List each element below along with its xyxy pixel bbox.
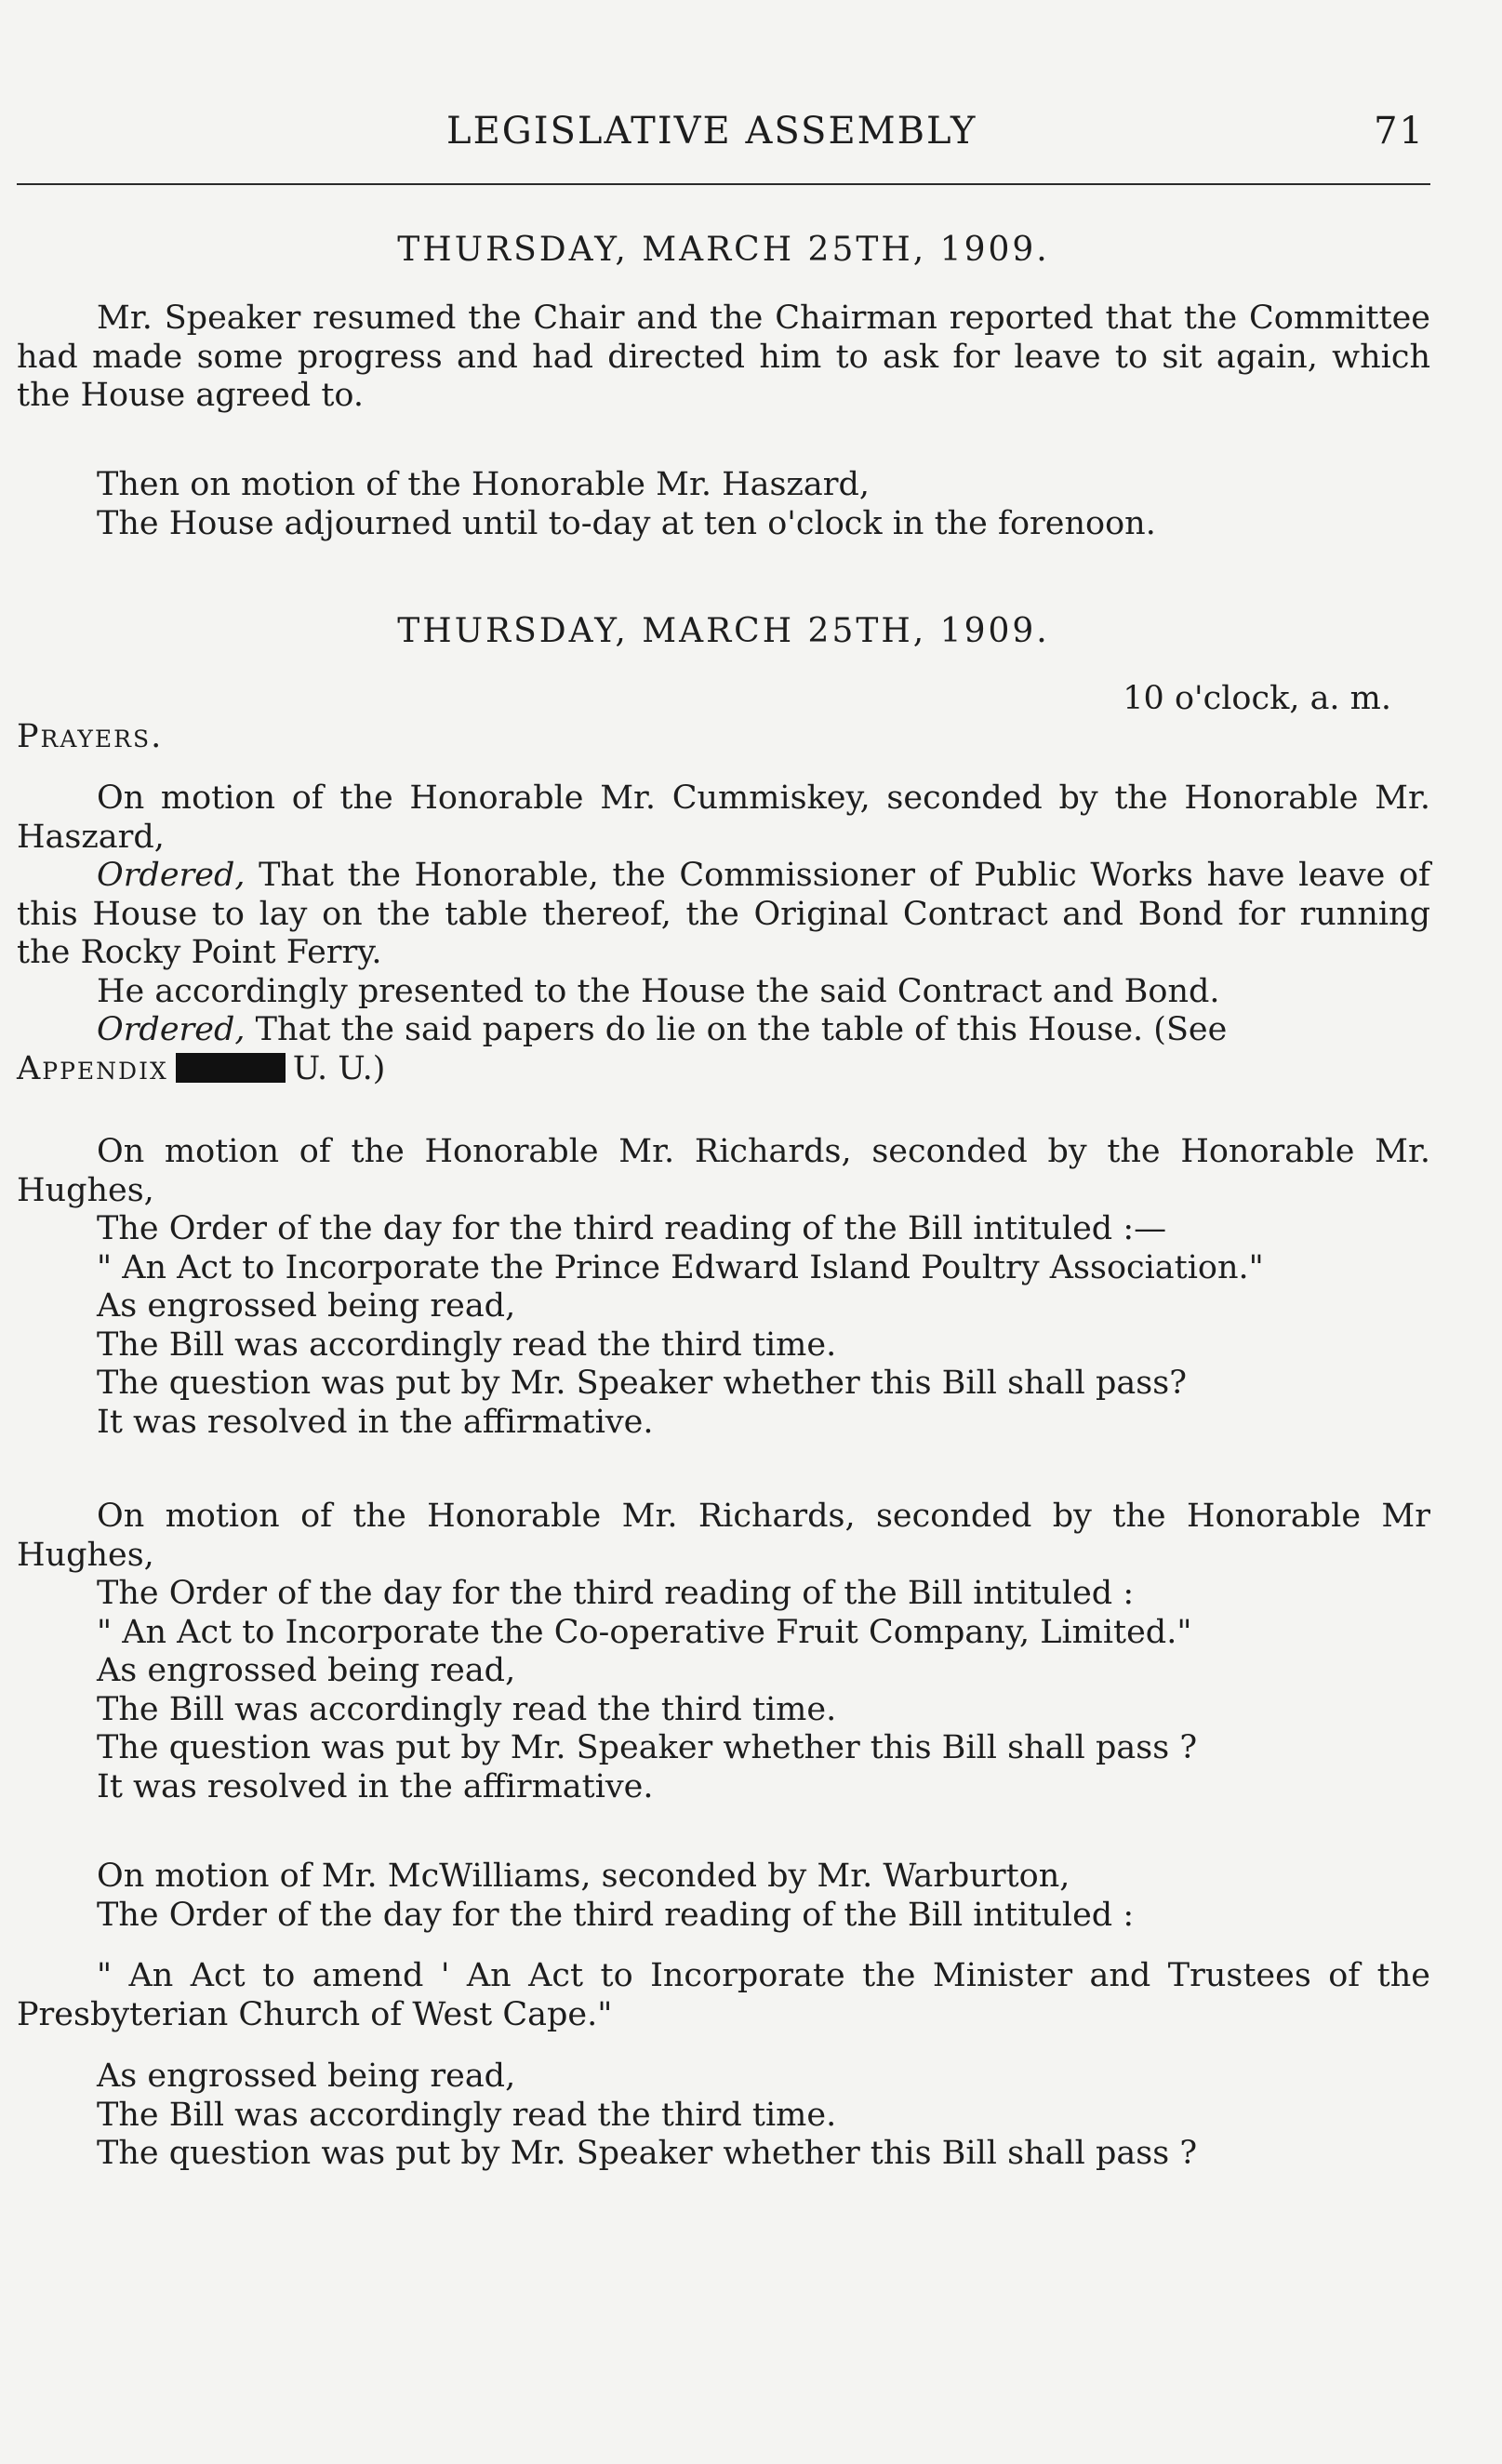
motion-line: The Order of the day for the third reading of the Bill intituled : (97, 1575, 1135, 1612)
motion-line: As engrossed being read, (97, 1652, 516, 1689)
redaction-mark (176, 1053, 286, 1083)
motion-intro: On motion of Mr. McWilliams, seconded by Mr. Warburton, (97, 1858, 1070, 1895)
adjournment-motion: Then on motion of the Honorable Mr. Haszard, (97, 466, 870, 503)
motion-intro: On motion of the Honorable Mr. Cummiskey, seconded by the Honorable Mr. Haszard, (17, 779, 1430, 856)
prayers-label: Prayers. (17, 718, 164, 755)
date-heading-2: THURSDAY, MARCH 25TH, 1909. (397, 612, 1050, 650)
session-time: 10 o'clock, a. m. (1123, 680, 1391, 717)
page-number: 71 (1374, 110, 1425, 153)
ordered-lie-line (17, 1011, 1430, 1050)
motion-line: The Bill was accordingly read the third time. (97, 1325, 837, 1364)
presented-line: He accordingly presented to the House the said Contract and Bond. (97, 972, 1220, 1010)
motion-line: The Order of the day for the third reading of the Bill intituled : (97, 1896, 1135, 1934)
date-heading-1: THURSDAY, MARCH 25TH, 1909. (397, 231, 1050, 269)
motion-mcwilliams-readings (17, 2058, 1430, 2174)
motion-line: The Bill was accordingly read the third time. (97, 2096, 837, 2134)
ordered-text: That the Honorable, the Commissioner of Public Works have leave of this House to lay on the table thereof, the Original Contract and Bond for running the Rocky Point Ferry. (17, 857, 1430, 971)
motion-intro: On motion of the Honorable Mr. Richards, seconded by the Honorable Mr Hughes, (17, 1498, 1430, 1574)
motion-line: The question was put by Mr. Speaker whether this Bill shall pass ? (97, 2135, 1198, 2172)
adjournment-line: The House adjourned until to-day at ten o'clock in the forenoon. (97, 504, 1156, 542)
motion-richards-poultry (17, 1133, 1430, 1442)
page (17, 0, 1430, 2464)
header-rule (17, 183, 1430, 185)
ordered-lie-text: That the said papers do lie on the table of this House. (See (245, 1011, 1228, 1048)
motion-line: As engrossed being read, (97, 1287, 516, 1325)
speaker-paragraph: Mr. Speaker resumed the Chair and the Chairman reported that the Committee had made some progress and had directed him to ask for leave to sit again, which the House agreed to. (17, 300, 1430, 414)
motion-line: It was resolved in the affirmative. (97, 1767, 654, 1805)
motion-line: It was resolved in the affirmative. (97, 1403, 654, 1441)
motion-mcwilliams (17, 1858, 1430, 1935)
ordered-paragraph (17, 857, 1430, 973)
running-title: LEGISLATIVE ASSEMBLY (446, 110, 977, 153)
motion-line: As engrossed being read, (97, 2058, 516, 2095)
motion-line: The Bill was accordingly read the third time. (97, 1690, 837, 1728)
motion-richards-fruit (17, 1498, 1430, 1806)
motion-line: The question was put by Mr. Speaker whether this Bill shall pass ? (97, 1729, 1198, 1766)
appendix-line (17, 1050, 1430, 1089)
act-title-paragraph: " An Act to amend ' An Act to Incorporate the Minister and Trustees of the Presbyterian Church of West Cape." (17, 1957, 1430, 2033)
motion-line: " An Act to Incorporate the Co-operative Fruit Company, Limited." (97, 1613, 1192, 1651)
motion-cummiskey (17, 779, 1430, 1088)
appendix-ref: U. U.) (292, 1049, 386, 1087)
motion-line: The question was put by Mr. Speaker whether this Bill shall pass? (97, 1365, 1187, 1402)
ordered-label: Ordered, (97, 857, 246, 894)
adjournment-block (17, 466, 1430, 543)
motion-intro: On motion of the Honorable Mr. Richards, seconded by the Honorable Mr. Hughes, (17, 1133, 1430, 1209)
motion-line: " An Act to Incorporate the Prince Edward Island Poultry Association." (97, 1248, 1264, 1286)
motion-line: The Order of the day for the third reading of the Bill intituled :— (97, 1210, 1167, 1247)
ordered-label-2: Ordered, (97, 1011, 246, 1048)
appendix-label: Appendix (17, 1049, 168, 1087)
